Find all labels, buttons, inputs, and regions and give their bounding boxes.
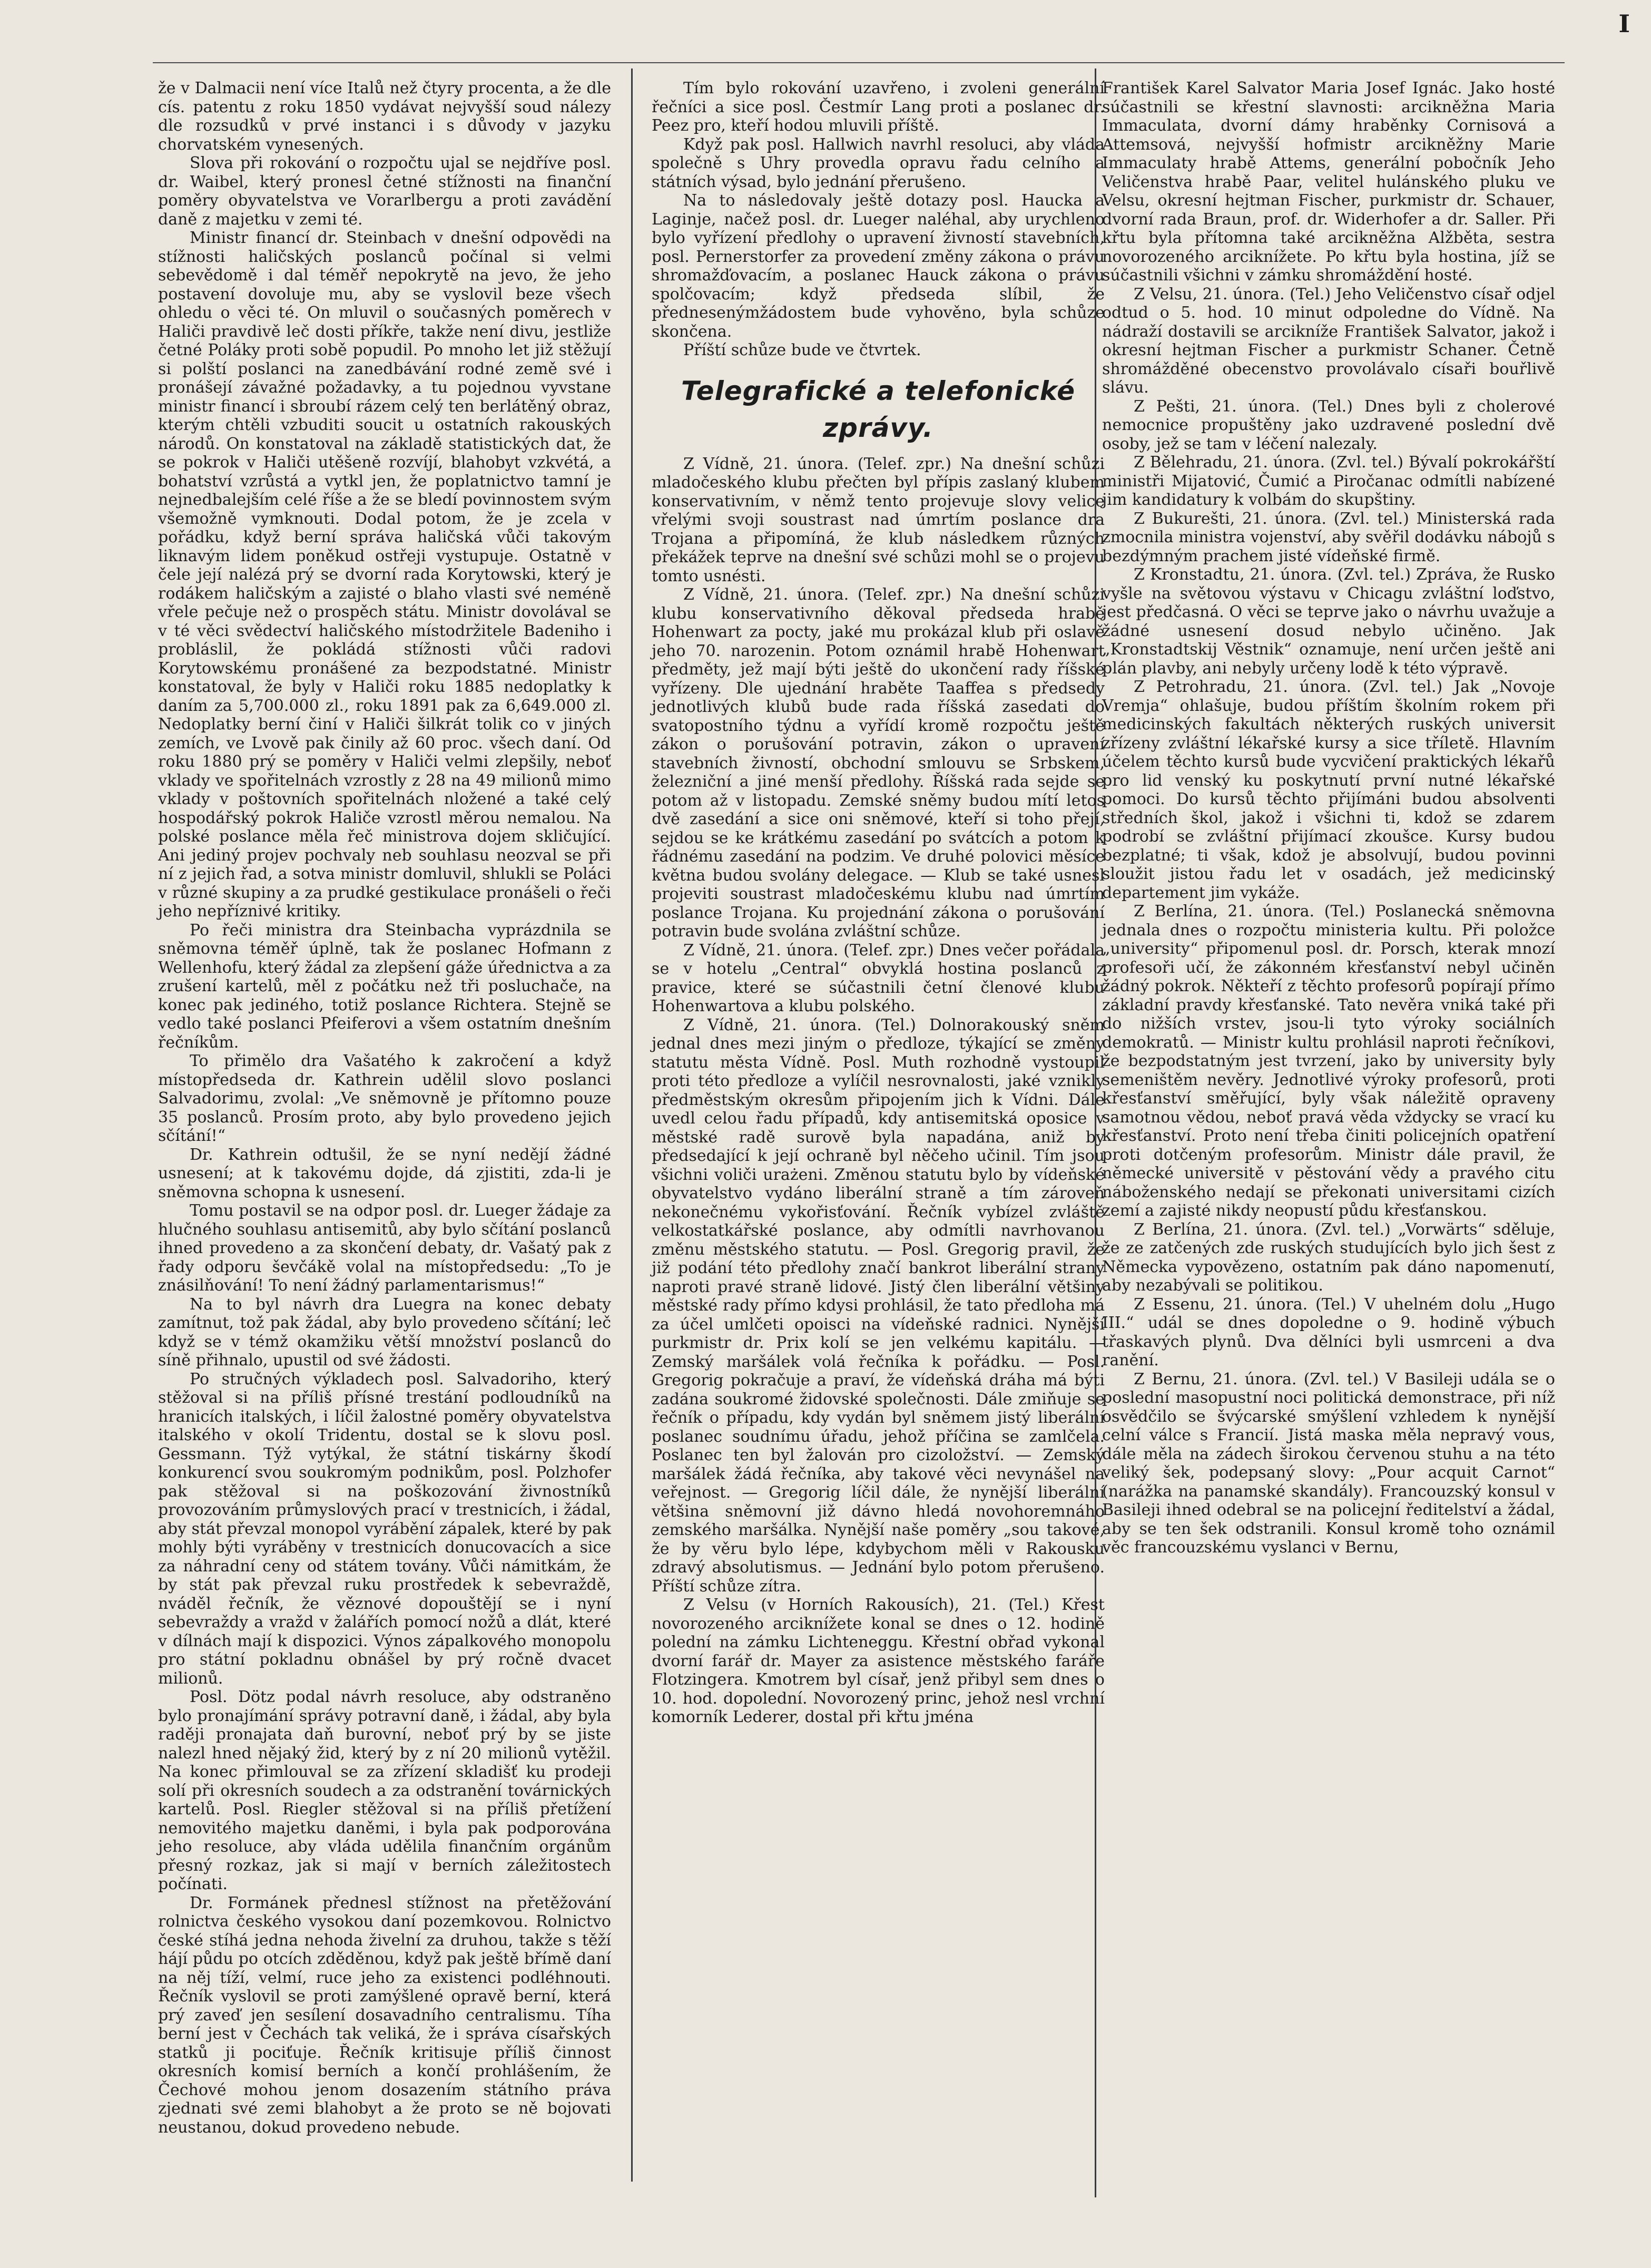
column-2 (652, 79, 1105, 1727)
telegram-item: Z Vídně, 21. února. (Tel.) Dolnorakouský sněm jednal dnes mezi jiným o předloze, týkající se změny statutu města Vídně. Posl. Muth rozhodně vystoupil proti této předloze a vylíčil nesrovnalosti, jaké vznikly předměstským okresům připojením jich k Vídni. Dále uvedl celou řadu případů, kdy antisemitská oposice v městské radě surově byla napadána, aniž by předsedající k její ochraně byl něčeho učinil. Tím jsou všichni voliči urażeni. Změnou statutu bylo by vídeňské obyvatelstvo vydáno liberální straně a tím zároveň nekonečnému vykořisťování. Řečník vybízel zvláště velkostatkářské poslance, aby odmítli navrhovanou změnu městského statutu. — Posl. Gregorig pravil, že již podání této předlohy značí bankrot liberální strany naproti pravé straně lidové. Jistý člen liberální většiny městské rady přímo kdysi prohlásil, že tato předloha má za účel umlčeti opoisci na vídeňské radnici. Nynější purkmistr dr. Prix kolí se jen velkému kapitálu. — Zemský maršálek volá řečníka k pořádku. — Posl. Gregorig pokračuje a praví, že vídeňská dráha má býti zadána soukromé židovské společnosti. Dále zmiňuje se řečník o případu, kdy vydán byl sněmem jistý liberální poslanec soudnímu úřadu, jehož příčina se zamlčela. Poslanec ten byl žalován pro cizoložství. — Zemský maršálek žádá řečníka, aby takové věci nevynášel na veřejnost. — Gregorig líčil dále, že nynější liberální většina sněmovní již dávno hledá novohoremnáho zemského maršálka. Nynější naše poměry „sou takové, že by věru bylo lépe, kdybychom měli v Rakousku zdravý absolutismus. — Jednání bylo potom přerušeno. Příští schůze zítra. (652, 1015, 1105, 1596)
col1-paragraph: Dr. Formánek přednesl stížnost na přetěžování rolnictva českého vysokou daní pozemkovou. Rolnictvo české stíhá jedna nehoda živelní za druhou, takže s těží hájí půdu po otcích zděděnou, když pak ještě břímě daní na něj tíží, velmí, ruce jeho za existenci podléhnouti. Řečník vyslovil se proti zamýšlené opravě berní, která prý zaveď jen sesílení dosavadního centralismu. Tíha berní jest v Čechách tak veliká, že i správa císařských statků ji pociťuje. Řečník kritisuje příliš činnost okresních komisí berních a končí prohlášením, že Čechové mohou jenom dosazením státního práva zjednati své zemi blahobyt a že proto se ně bojovati neustanou, dokud provedeno nebude. (158, 1893, 611, 2137)
telegram-item: Z Bernu, 21. února. (Zvl. tel.) V Basileji udála se o poslední masopustní noci politická demonstrace, při níž osvědčilo se švýcarské smýšlení vzhledem k nynější celní válce s Francií. Jistá maska měla nepravý vous, dále měla na zádech širokou červenou stuhu a na této veliký šek, podepsaný slovy: „Pour acquit Carnot“ (narážka na panamské skandály). Francouzský konsul v Basileji ihned odebral se na policejní ředitelství a žádal, aby se ten šek odstranili. Konsul kromě toho oznámil věc francouzskému vyslanci v Bernu, (1102, 1370, 1555, 1557)
telegram-item: Z Bukurešti, 21. února. (Zvl. tel.) Ministerská rada zmocnila ministra vojenství, aby svěřil dodávku nábojů s bezdýmným prachem jisté vídeňské firmě. (1102, 509, 1555, 565)
col1-paragraph: Posl. Dötz podal návrh resoluce, aby odstraněno bylo pronajímání správy potravní daně, i žádal, aby byla raději pronajata daň burovní, neboť prý by se jiste nalezl hned nějaký žid, který by z ní 20 milionů vytěžil. Na konec přimlouval se za zřízení skladišť ku prodeji solí při okresních soudech a za odstranění továrnických kartelů. Posl. Riegler stěžoval si na příliš přetížení nemovitého majetku daněmi, i byla pak podporována jeho resoluce, aby vláda udělila finančním orgánům přesný rozkaz, jak si mají v berních záležitostech počínati. (158, 1688, 611, 1893)
telegram-item: Z Berlína, 21. února. (Tel.) Poslanecká sněmovna jednala dnes o rozpočtu ministeria kultu. Při položce „university“ připomenul posl. dr. Porsch, kterak mnozí profesoři učí, že zákonném křesťanství nebyl učiněn žádný pokrok. Někteří z těchto profesorů popírají přímo základní pravdy křesťanské. Tato nevěra vniká také při do nižších vrstev, jsou-li tyto výroky sociálních demokratů. — Ministr kultu prohlásil naproti řečníkovi, že bezpodstatným jest tvrzení, jako by university byly semeništěm nevěry. Jednotlivé výroky profesorů, proti křesťanství směřující, byly však náležitě opraveny samotnou vědou, neboť pravá věda vždycky se vrací ku křesťanství. Proto není třeba činiti policejních opatření proti dotčeným profesorům. Ministr dále pravil, že německé universitě v pěstování vědy a pravého citu náboženského nedají se překonati universitami cizích zemí a zajisté nikdy neopustí půdu křesťanskou. (1102, 902, 1555, 1220)
col1-paragraph: Slova při rokování o rozpočtu ujal se nejdříve posl. dr. Waibel, který pronesl četné stížnosti na finanční poměry obyvatelstva ve Vorarlbergu a proti zavádění daně z majetku v zemi té. (158, 154, 611, 229)
col1-paragraph: Po stručných výkladech posl. Salvadoriho, který stěžoval si na příliš přísné trestání podloudníků na hranicích italských, i líčil žalostné poměry obyvatelstva italského v okolí Tridentu, dostal se k slovu posl. Gessmann. Týž vytýkal, že státní tiskárny škodí konkurencí svou soukromým podnikům, posl. Polzhofer pak stěžoval si na poškozování živnostníků provozováním průmyslových prací v trestnicích, i žádal, aby stát převzal monopol vyrábění zápalek, které by pak mohly býti vyráběny v trestnicích donucovacích a sice za náhradní ceny od státem továny. Vůči námitkám, že by stát pak převzal ruku prostředek k sebevraždě, nváděl řečník, že věznové dopouštějí se i nyní sebevraždy a vražd v žalářích pomocí nožů a dlát, které v dílnách mají k dispozici. Výnos zápalkového monopolu pro státní pokladnu obnášel by prý ročně dvacet milionů. (158, 1370, 611, 1688)
col3-paragraph: František Karel Salvator Maria Josef Ignác. Jako hosté súčastnili se křestní slavnosti: arcikněžna Maria Immaculata, dvorní dámy hraběnky Cornisová a Attemsová, nejvyšší hofmistr arcikněžny Marie Immaculaty hrabě Attems, generální pobočník Jeho Veličenstva hrabě Paar, velitel hulánského pluku ve Velsu, okresní hejtman Fischer, purkmistr dr. Schauer, dvorní rada Braun, prof. dr. Widerhofer a dr. Saller. Při křtu byla přítomna také arcikněžna Alžběta, sestra novorozeného arciknížete. Po křtu byla hostina, jíž se súčastnili všichni v zámku shromáždění hosté. (1102, 79, 1555, 285)
telegram-item: Z Vídně, 21. února. (Telef. zpr.) Na dnešní schůzi klubu konservativního děkoval předseda hrabě Hohenwart za pocty, jaké mu prokázal klub při oslavě jeho 70. narozenin. Potom oznámil hrabě Hohenwart předměty, jež mají býti ještě do ukončení rady říšské vyřízeny. Dle ujednání hraběte Taaffea s předsedy jednotlivých klubů bude rada říšská zasedati do svatopostního týdnu a vyřídí kromě rozpočtu ještě zákon o porušování potravin, zákon o upravení stavebních živností, obchodní smlouvu se Srbskem, železniční a jiné menší předlohy. Říšská rada sejde se potom až v listopadu. Zemské sněmy budou mítí letos dvě zasedání a sice oni sněmové, kteří si toho přejí, sejdou se ke krátkému zasedání po svátcích a potom k řádnému zasedání na podzim. Ve druhé polovici měsíce května budou svolány delegace. — Klub se také usnesl projeviti soustrast mladočeskému klubu nad úmrtím poslance Trojana. Ku projednání zákona o porušování potravin bude svolána zvláštní schůze. (652, 585, 1105, 941)
col2-paragraph: Příští schůze bude ve čtvrtek. (683, 341, 921, 359)
col1-paragraph: Na to byl návrh dra Luegra na konec debaty zamítnut, tož pak žádal, aby bylo provedeno sčítání; leč když se v témž okamžiku větší množství poslanců do síně přihnalo, upustil od své žádosti. (158, 1295, 611, 1370)
telegram-item: Z Velsu (v Horních Rakousích), 21. (Tel.) Křest novorozeného arciknížete konal se dnes o 12. hodině polední na zámku Lichteneggu. Křestní obřad vykonal dvorní farář dr. Mayer za asistence městského faráře Flotzingera. Kmotrem byl císař, jenž přibyl sem dnes o 10. hod. dopolední. Novorozený princ, jehož nesl vrchní komorník Lederer, dostal při křtu jména (652, 1596, 1105, 1726)
telegram-item: Z Kronstadtu, 21. února. (Zvl. tel.) Zpráva, že Rusko vyšle na světovou výstavu v Chicagu zvláštní loďstvo, jest předčasná. O věci se teprve jako o návrhu uvažuje a žádné usnesení dosud nebylo učiněno. Jak „Kronstadtskij Věstnik“ oznamuje, není určen ještě ani plán plavby, ani nebyly určeny lodě k této výpravě. (1102, 565, 1555, 678)
telegram-item: Z Pešti, 21. února. (Tel.) Dnes byli z cholerové nemocnice propuštěny jako uzdravené poslední dvě osoby, jež se tam v léčení nalezaly. (1102, 397, 1555, 453)
col1-paragraph: Ministr financí dr. Steinbach v dnešní odpovědi na stížnosti haličských poslanců počínal si velmi sebevědomě i dal téměř nepokrytě na jevo, že jeho postavení dovoluje mu, aby se vyslovil beze všech ohledu o věci té. On mluvil o současných poměrech v Haliči pravdivě leč dosti příkře, takže není divu, jestliže četné Poláky proti sobě popudil. Po mnoho let již stěžují si polští poslanci na zanedbávání rodné země své i pronášejí závažné požadavky, a tu pojednou vyvstane ministr financí i sbroubí rázem celý ten berlátěný obraz, kterým chtěli vzbuditi soucit u ostatních rakouských národů. On konstatoval na základě statistických dat, že se pokrok v Haliči utěšeně rozvíjí, blahobyt vzkvétá, a bohatství vzrůstá a vytkl jen, že poplatnictvo tamní je nejnedbalejším celé říše a že se bledí povinnostem svým všemožně vymknouti. Dodal potom, že je zcela v pořádku, když berní správa haličská vůči takovým liknavým lidem poněkud ostřeji vystupuje. Ostatně v čele její nalézá prý se dvorní rada Korytowski, který je rodákem haličským a zajisté o blaho vlasti své neméně vřele pečuje než o prospěch státu. Ministr dovolával se v té věci svědectví haličského místodržitele Badeniho i probláslil, že pokládá stížnosti vůči radovi Korytowskému pronášené za bezpodstatné. Ministr konstatoval, že byly v Haliči roku 1885 nedoplatky k daním za 5,700.000 zl., roku 1891 pak za 6,649.000 zl. Nedoplatky berní činí v Haliči šilkrát tolik co v jiných zemích, ve Lvově pak činily až 60 proc. všech daní. Od roku 1880 prý se poměry v Haliči velmi zlepšily, neboť vklady ve spořitelnách vzrostly z 28 na 49 milionů mimo vklady v poštovních spořitelnách nložené a také celý hospodářský pokrok Haliče vzrostl měrou nemalou. Na polské poslance měla řeč ministrova dojem skličující. Ani jediný projev pochvaly neb souhlasu neozval se při ní z jejich řad, a sotva ministr domluvil, shlukli se Poláci v různé skupiny a za prudké gestikulace pronášeli o řeči jeho nepříznivé kritiky. (158, 229, 611, 921)
page-marker: I (1618, 9, 1630, 38)
telegram-item: Z Bělehradu, 21. února. (Zvl. tel.) Bývalí pokrokářští ministři Mijatović, Čumić a Piročanac odmítli nabízené jim kandidatury k volbám do skupštiny. (1102, 453, 1555, 509)
col2-paragraph: Tím bylo rokování uzavřeno, i zvoleni generální řečníci a sice posl. Čestmír Lang proti a poslanec dr. Peez pro, kteří hodou mluvili příště. (652, 79, 1105, 135)
col1-paragraph: To přimělo dra Vašatého k zakročení a když místopředseda dr. Kathrein udělil slovo poslanci Salvadorimu, zvolal: „Ve sněmovně je přítomno pouze 35 poslanců. Prosím proto, aby bylo provedeno jejich sčítání!“ (158, 1052, 611, 1145)
col1-paragraph: Tomu postavil se na odpor posl. dr. Lueger žádaje za hlučného souhlasu antisemitů, aby bylo sčítání poslanců ihned provedeno a za skončení debaty, dr. Vašatý pak z řady odporu ševčákě volal na místopředsedu: „To je znásilňování! To není žádný parlamentarismus!“ (158, 1201, 611, 1295)
section-title: Telegrafické a telefonické zprávy. (681, 375, 1075, 443)
telegram-item: Z Velsu, 21. února. (Tel.) Jeho Veličenstvo císař odjel odtud o 5. hod. 10 minut odpoledne do Vídně. Na nádraží dostavili se arciknížе František Salvator, jakož i okresní hejtman Fischer a purkmistr Schaner. Četně shromážděné obecenstvo provolávalo císaři bouřlivě slávu. (1102, 285, 1555, 397)
col1-paragraph: Dr. Kathrein odtušil, že se nyní nedějí žádné usnesení; at k takovému dojde, dá zjistiti, zda-li je sněmovna schopna k usnesení. (158, 1145, 611, 1201)
col2-paragraph: Když pak posl. Hallwich navrhl resoluci, aby vláda společně s Uhry provedla opravu řadu celního a státních výsad, bylo jednání přerušeno. (652, 135, 1105, 191)
telegram-item: Z Vídně, 21. února. (Telef. zpr.) Na dnešní schůzi mladočeského klubu přečten byl přípis zaslaný klubem konservativním, v němž tento projevuje slovy velice vřelými svoji soustrast nad úmrtím poslance dra Trojana a připomíná, že klub následkem různých překážek teprve na dnešní své schůzi mohl se o projevu tomto usnésti. (652, 454, 1105, 585)
telegram-item: Z Berlína, 21. února. (Zvl. tel.) „Vorwärts“ sděluje, že ze zatčených zde ruských studujících bylo jich šest z Německa vypovězeno, ostatním pak dáno napomenutí, aby nezabývali se politikou. (1102, 1220, 1555, 1295)
column-1 (158, 79, 611, 2137)
telegram-item: Z Petrohradu, 21. února. (Zvl. tel.) Jak „Novoje Vremja“ ohlašuje, budou příštím školním rokem při medicinských fakultách některých ruských universit zřízeny zvláštní lékařské kursy a sice tříletě. Hlavním účelem těchto kursů bude vycvičení praktických lékařů pro lid venský ku poskytnutí první nutné lékařské pomoci. Do kursů těchto přijímáni budou absolventi středních škol, jakož i všichni ti, kdož se zdarem podrobí se zvláštní přijímací zkoušce. Kursy budou bezplatné; ti však, kdož je absolvují, budou povinni sloužit jistou řadu let v osadách, jež medicinský departement jim vykáže. (1102, 678, 1555, 902)
telegram-item: Z Vídně, 21. února. (Telef. zpr.) Dnes večer pořádala se v hotelu „Central“ obvyklá hostina poslanců z pravice, které se súčastnili četní členové klubu Hohenwartova a klubu polského. (652, 941, 1105, 1015)
top-rule (153, 62, 1565, 63)
column-rule-1 (631, 69, 633, 2182)
telegram-item: Z Essenu, 21. února. (Tel.) V uhelném dolu „Hugo III.“ udál se dnes dopoledne o 9. hodině výbuch třaskavých plynů. Dva dělníci byli usmrceni a dva ranění. (1102, 1295, 1555, 1370)
column-3 (1102, 79, 1555, 1557)
col1-paragraph: že v Dalmacii není více Italů než čtyry procenta, a že dle cís. patentu z roku 1850 vydávat nejvyšší soud nálezy dle rozsudků v prvé instanci i s důvody v jazyku chorvatském vynesených. (158, 79, 611, 154)
col1-paragraph: Po řeči ministra dra Steinbacha vyprázdnila se sněmovna téměř úplně, tak že poslanec Hofmann z Wellenhofu, který žádal za zlepšení gáže úřednictva a za zrušení kartelů, měl z počátku než tři posluchače, na konec pak jediného, totiž poslance Richtera. Stejně se vedlo také poslanci Pfeiferovi a všem ostatním dnešním řečníkům. (158, 921, 611, 1052)
col2-paragraph: Na to následovaly ještě dotazy posl. Haucka a Laginje, načež posl. dr. Lueger naléhal, aby urychleno bylo vyřízení předlohy o upravení živností stavebních, posl. Pernerstorfer za provedení změny zákona o právu shromažďovacím, a poslanec Hauck zákona o právu spolčovacím; když předseda slíbil, že přednesenýmžádostem bude vyhověno, byla schůze skončena. (652, 191, 1105, 341)
